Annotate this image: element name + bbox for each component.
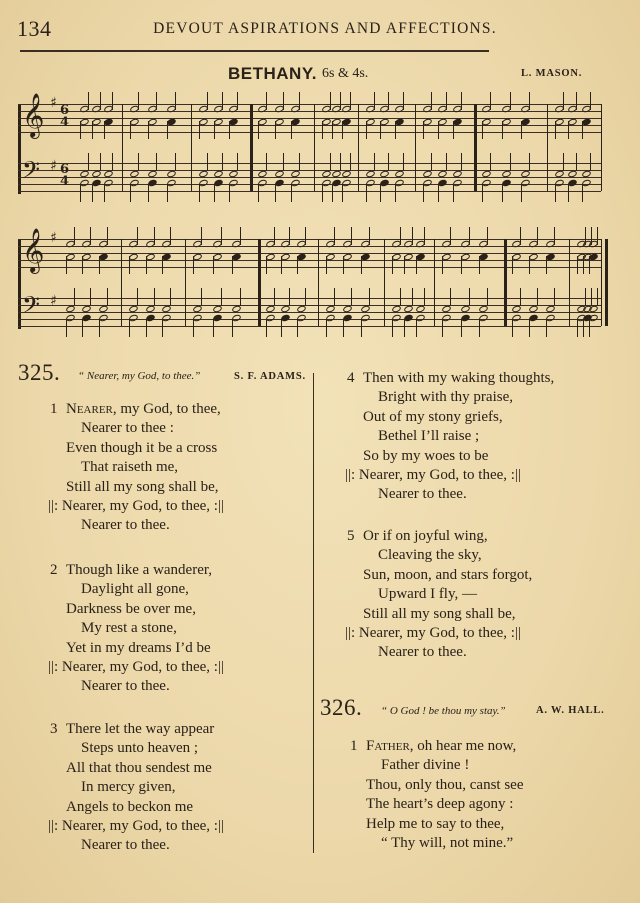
stanza	[347, 527, 532, 663]
stanza-line	[50, 677, 224, 696]
line-text: Upward I fly, —	[378, 586, 478, 603]
bass-clef-icon: 𝄢	[22, 156, 41, 189]
stanza-line	[347, 585, 532, 604]
stanza-line	[347, 369, 554, 388]
line-text: Bright with thy praise,	[378, 389, 513, 406]
music-system-1	[18, 93, 601, 198]
stanza-line	[350, 815, 523, 834]
line-text: All that thou sendest me	[66, 759, 212, 776]
hymn-author: A. W. HALL.	[536, 705, 605, 716]
treble-clef-icon: 𝄞	[22, 228, 45, 272]
line-text: Daylight all gone,	[81, 581, 189, 598]
line-text: Bethel I’ll raise ;	[378, 428, 480, 445]
stanza-line	[48, 497, 224, 516]
stanza-line	[50, 580, 224, 599]
line-text: Nearer to thee :	[81, 420, 174, 437]
barline	[358, 104, 359, 191]
line-text: My rest a stone,	[81, 620, 177, 637]
barline	[318, 239, 319, 326]
sharp-icon: ♯	[50, 95, 57, 111]
verse-number: 3	[50, 721, 58, 737]
stanza-line	[50, 478, 224, 497]
stanza-line	[50, 439, 224, 458]
line-text: ||: Nearer, my God, to thee, :||	[345, 625, 521, 642]
line-text: Though like a wanderer,	[66, 562, 213, 578]
barline	[569, 239, 570, 326]
stanza-line	[350, 756, 523, 775]
stanza-line	[50, 836, 224, 855]
line-text: Father divine !	[381, 757, 470, 774]
stanza-line	[50, 639, 224, 658]
stanza-line	[48, 658, 224, 677]
stanza-line	[350, 776, 523, 795]
sharp-icon: ♯	[50, 158, 57, 174]
stanza-line	[350, 795, 523, 814]
stanza-line	[50, 400, 224, 419]
line-text: Steps unto heaven ;	[81, 740, 199, 757]
stanza-line	[50, 619, 224, 638]
music-system-2	[18, 228, 601, 333]
line-text: So by my woes to be	[363, 447, 489, 464]
sharp-icon: ♯	[50, 230, 57, 246]
tune-meter: 6s & 4s.	[322, 66, 369, 81]
barline	[601, 104, 602, 191]
running-head: DEVOUT ASPIRATIONS AND AFFECTIONS.	[153, 20, 497, 37]
line-text: The heart’s deep agony :	[366, 796, 514, 813]
line-text: Darkness be over me,	[66, 600, 196, 617]
stanza-line	[347, 388, 554, 407]
stanza-line	[50, 600, 224, 619]
barline	[601, 239, 602, 326]
line-text: Or if on joyful wing,	[363, 528, 488, 544]
barline	[121, 239, 122, 326]
page-number: 134	[17, 16, 52, 41]
stanza	[50, 561, 224, 697]
barline	[258, 239, 261, 326]
line-text: Out of my stony griefs,	[363, 408, 503, 425]
treble-clef-icon: 𝄞	[22, 93, 45, 137]
barline	[384, 239, 385, 326]
stanza-line	[50, 516, 224, 535]
stanza-line	[50, 759, 224, 778]
verse-number: 2	[50, 562, 58, 578]
stanza-line	[347, 427, 554, 446]
stanza-line	[50, 458, 224, 477]
stanza-line	[347, 546, 532, 565]
header-rule	[20, 50, 485, 52]
barline	[434, 239, 435, 326]
line-text: Father, oh hear me now,	[366, 738, 517, 754]
tune-composer: L. MASON.	[521, 68, 583, 79]
stanza-line	[347, 566, 532, 585]
verse-number: 1	[350, 738, 358, 754]
stanza-line	[347, 408, 554, 427]
stanza-line	[347, 605, 532, 624]
header-rule-end	[444, 50, 489, 52]
column-divider	[313, 373, 314, 853]
hymn-author: S. F. ADAMS.	[234, 371, 306, 382]
stanza-line	[48, 817, 224, 836]
line-text: Nearer, my God, to thee,	[66, 401, 221, 417]
stanza-line	[347, 485, 554, 504]
line-text: Nearer to thee.	[81, 837, 170, 854]
line-text: Still all my song shall be,	[66, 478, 219, 495]
barline	[185, 239, 186, 326]
line-text: Angels to beckon me	[66, 798, 194, 815]
stanza-line	[50, 419, 224, 438]
verse-number: 5	[347, 528, 355, 544]
line-text: Still all my song shall be,	[363, 605, 516, 622]
stanza	[347, 369, 554, 505]
barline	[314, 104, 315, 191]
hymn-number: 325.	[18, 360, 61, 385]
stanza-line	[350, 737, 523, 756]
stanza-line	[350, 834, 523, 853]
stanza-line	[347, 447, 554, 466]
stanza-line	[345, 466, 554, 485]
line-text: ||: Nearer, my God, to thee, :||	[345, 467, 521, 484]
barline	[122, 104, 123, 191]
line-text: Thou, only thou, canst see	[366, 776, 524, 793]
line-text: Nearer to thee.	[81, 678, 170, 695]
stanza	[350, 737, 523, 853]
stanza-line	[347, 643, 532, 662]
hymn-number: 326.	[320, 695, 363, 720]
sharp-icon: ♯	[50, 293, 57, 309]
line-text: There let the way appear	[66, 721, 215, 737]
stanza	[50, 720, 224, 856]
barline	[250, 104, 253, 191]
line-text: Nearer to thee.	[81, 517, 170, 534]
barline	[474, 104, 477, 191]
line-text: Help me to say to thee,	[366, 815, 505, 832]
barline	[504, 239, 507, 326]
hymn-first-line: “ Nearer, my God, to thee.”	[78, 370, 201, 382]
line-text: ||: Nearer, my God, to thee, :||	[48, 659, 224, 676]
stanza-line	[50, 561, 224, 580]
line-text: In mercy given,	[81, 779, 176, 796]
time-signature: 6 4	[60, 103, 70, 130]
time-signature: 6 4	[60, 162, 70, 189]
stanza-line	[50, 778, 224, 797]
verse-number: 1	[50, 401, 58, 417]
line-text: That raiseth me,	[81, 459, 179, 476]
barline	[415, 104, 416, 191]
stanza-line	[50, 739, 224, 758]
verse-number: 4	[347, 370, 355, 386]
line-text: Nearer to thee.	[378, 644, 467, 661]
line-text: ||: Nearer, my God, to thee, :||	[48, 818, 224, 835]
line-text: Sun, moon, and stars forgot,	[363, 566, 533, 583]
hymn-first-line: “ O God ! be thou my stay.”	[381, 705, 506, 717]
bass-clef-icon: 𝄢	[22, 291, 41, 324]
line-text: Yet in my dreams I’d be	[66, 639, 211, 656]
stanza-line	[347, 527, 532, 546]
line-text: “ Thy will, not mine.”	[381, 835, 514, 852]
line-text: Cleaving the sky,	[378, 547, 482, 564]
line-text: ||: Nearer, my God, to thee, :||	[48, 498, 224, 515]
final-barline	[605, 239, 608, 326]
barline	[547, 104, 548, 191]
line-text: Even though it be a cross	[66, 439, 218, 456]
line-text: Nearer to thee.	[378, 486, 467, 503]
line-text: Then with my waking thoughts,	[363, 370, 555, 386]
stanza-line	[50, 720, 224, 739]
tune-name: BETHANY.	[228, 64, 318, 83]
stanza-line	[50, 798, 224, 817]
stanza	[50, 400, 224, 536]
stanza-line	[345, 624, 532, 643]
barline	[191, 104, 192, 191]
